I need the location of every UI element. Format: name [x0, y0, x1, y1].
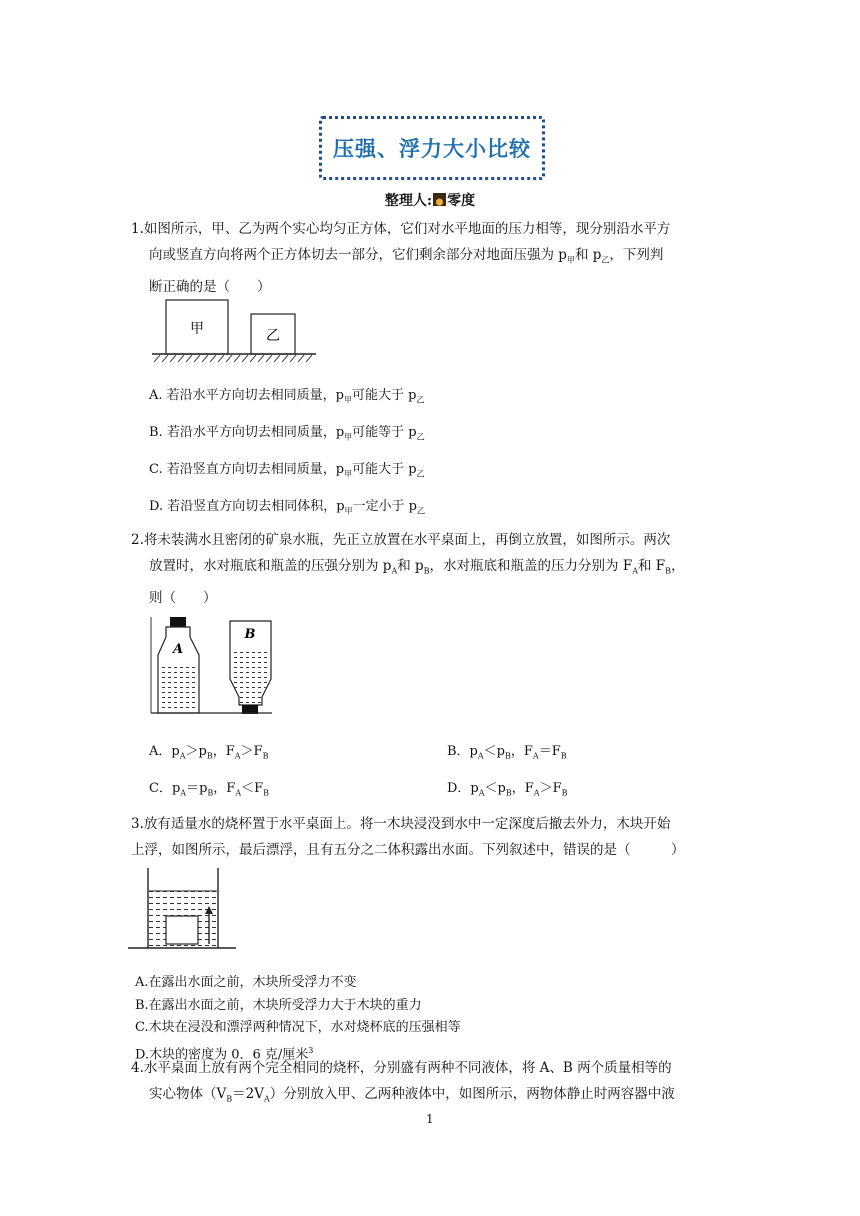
ground-hatch	[154, 355, 312, 362]
cube-jia-label: 甲	[190, 321, 204, 337]
q3-option-c[interactable]: C.木块在浸没和漂浮两种情况下，水对烧杯底的压强相等	[135, 1020, 461, 1035]
q1-line2: 向或竖直方向将两个正方体切去一部分，它们剩余部分对地面压强为 $p_甲$和 $p_乙$，下列判	[149, 247, 664, 265]
question-4	[131, 1055, 751, 1113]
svg-text:A: A	[172, 642, 184, 657]
q2-line1: 2.将未装满水且密闭的矿泉水瓶，先正立放置在水平桌面上，再倒立放置，如图所示。两次	[131, 532, 671, 548]
question-2	[131, 527, 741, 611]
q2-option-b[interactable]: B．$p_A<p_B$，$F_A=F_B$	[447, 744, 567, 761]
q2-option-c[interactable]: C．$p_A=p_B$，$F_A<F_B$	[149, 781, 270, 798]
bottle-a-cap	[170, 617, 186, 627]
q3-option-d[interactable]: D.木块的密度为 0．6 克/厘米$^3$	[135, 1045, 314, 1062]
bottle-b-water	[231, 651, 270, 704]
bottle-a-water	[159, 663, 198, 712]
q2-figure	[150, 615, 274, 715]
q4-line1: 4.水平桌面上放有两个完全相同的烧杯，分别盛有两种不同液体，将 A、B 两个质量相等的	[131, 1060, 672, 1076]
author-label: 整理人:	[384, 193, 433, 209]
q2-option-a[interactable]: A．$p_A>p_B$，$F_A>F_B$	[149, 744, 269, 761]
title-box	[319, 116, 545, 180]
q1-line3: 断正确的是（ ）	[149, 278, 271, 295]
q2-option-d[interactable]: D．$p_A<p_B$，$F_A>F_B$	[447, 781, 568, 798]
q1-figure	[150, 298, 320, 364]
q2-line3: 则（ ）	[149, 589, 217, 606]
q1-line1: 1.如图所示，甲、乙为两个实心均匀正方体，它们对水平地面的压力相等，现分别沿水平方	[131, 221, 671, 237]
page-title: 压强、浮力大小比较	[333, 137, 531, 161]
q3-option-a[interactable]: A.在露出水面之前，木块所受浮力不变	[135, 975, 357, 990]
q3-option-b[interactable]: B.在露出水面之前，木块所受浮力大于木块的重力	[135, 997, 422, 1013]
author-line	[0, 190, 860, 210]
q1-option-d[interactable]: D. 若沿竖直方向切去相同体积，$p_甲$一定小于 $p_乙$	[149, 499, 426, 516]
q3-line1: 3.放有适量水的烧杯置于水平桌面上。将一木块浸没到水中一定深度后撤去外力，木块开始	[131, 816, 671, 832]
q3-options	[135, 972, 461, 1066]
q3-figure	[128, 864, 238, 956]
svg-text:B: B	[244, 627, 256, 642]
question-3	[131, 811, 751, 863]
cube-yi-label: 乙	[266, 328, 280, 344]
q1-option-c[interactable]: C. 若沿竖直方向切去相同质量，$p_甲$可能大于 $p_乙$	[149, 462, 425, 479]
author-name: 零度	[447, 193, 476, 209]
author-avatar-icon	[433, 193, 446, 206]
q3-line2: 上浮，如图所示，最后漂浮，且有五分之二体积露出水面。下列叙述中，错误的是（ ）	[131, 842, 685, 858]
question-1	[131, 216, 741, 300]
page-number: 1	[426, 1112, 434, 1126]
q2-line2: 放置时，水对瓶底和瓶盖的压强分别为 $p_A$和 $p_B$，水对瓶底和瓶盖的压力分别为 $F_A$和 $F_B$，	[149, 558, 685, 576]
wood-block	[166, 916, 198, 944]
q4-line2: 实心物体$(V_B=2V_A)$分别放入甲、乙两种液体中，如图所示，两物体静止时两容器中液	[149, 1086, 675, 1104]
q1-option-a[interactable]: A. 若沿水平方向切去相同质量，$p_甲$可能大于 $p_乙$	[149, 388, 425, 405]
q1-option-b[interactable]: B. 若沿水平方向切去相同质量，$p_甲$可能等于 $p_乙$	[149, 425, 425, 442]
